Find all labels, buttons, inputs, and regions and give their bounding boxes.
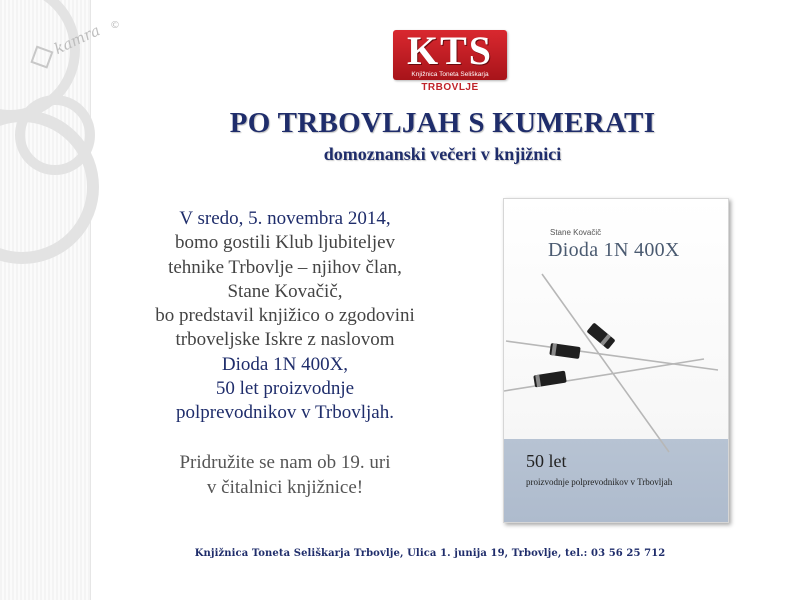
diode-lead	[542, 274, 669, 452]
book-cover	[503, 198, 729, 523]
book-band-title: 50 let	[526, 451, 567, 471]
book-band-subtitle: proizvodnje polprevodnikov v Trbovljah	[526, 477, 673, 487]
kts-logo	[393, 30, 507, 80]
event-line: trboveljske Iskre z naslovom	[175, 329, 395, 351]
diode-lead	[506, 341, 718, 370]
event-line-speaker: Stane Kovačič,	[227, 280, 343, 302]
event-line-book-subtitle: polprevodnikov v Trbovljah.	[176, 402, 394, 424]
copyright-symbol: ©	[110, 20, 120, 31]
diode-illustration	[504, 199, 728, 522]
invite-line: v čitalnici knjižnice!	[206, 476, 364, 498]
page-title: PO TRBOVLJAH S KUMERATI	[229, 107, 656, 139]
kts-logo-subtitle: Knjižnica Toneta Seliškarja	[411, 71, 489, 78]
kts-logo-letters: KTS	[406, 28, 494, 73]
invitation-text	[120, 451, 450, 500]
event-line: tehnike Trbovlje – njihov član,	[168, 256, 402, 278]
page-subtitle: domoznanski večeri v knjižnici	[323, 144, 562, 164]
event-line-book-title: Dioda 1N 400X,	[221, 353, 349, 375]
kamra-brand-text: kamra	[51, 21, 103, 58]
event-line: bo predstavil knjižico o zgodovini	[155, 305, 415, 327]
event-description	[120, 207, 450, 426]
diode-body	[586, 322, 615, 349]
kts-logo-city: TRBOVLJE	[421, 82, 479, 93]
event-line-book-subtitle: 50 let proizvodnje	[215, 378, 355, 400]
footer-contact: Knjižnica Toneta Seliškarja Trbovlje, Ulica 1. junija 19, Trbovlje, tel.: 03 56 25 712	[194, 548, 666, 559]
invite-line: Pridružite se nam ob 19. uri	[179, 452, 391, 473]
book-author: Stane Kovačič	[550, 228, 602, 237]
event-line-date: V sredo, 5. novembra 2014,	[179, 208, 391, 229]
book-title: Dioda 1N 400X	[548, 239, 680, 261]
event-line: bomo gostili Klub ljubiteljev	[174, 232, 396, 254]
diode-lead	[504, 359, 704, 391]
